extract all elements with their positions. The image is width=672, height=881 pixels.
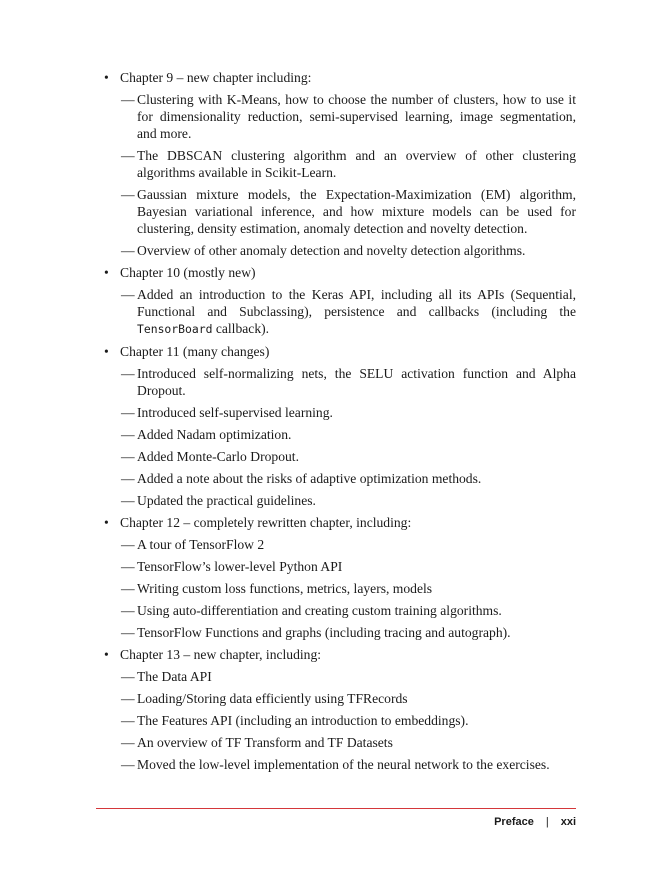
- chapter-11-item: [104, 343, 576, 360]
- em-dash-icon: —: [121, 287, 135, 302]
- list-item: — Moved the low-level implementation of the neural network to the exercises.: [121, 757, 550, 772]
- list-item: — Loading/Storing data efficiently using TFRecords: [121, 691, 408, 706]
- em-dash-icon: —: [121, 757, 135, 772]
- bullet-icon: •: [104, 515, 109, 530]
- list-item: — The Features API (including an introduction to embeddings).: [121, 713, 469, 728]
- em-dash-icon: —: [121, 669, 135, 684]
- list-item: — Introduced self-normalizing nets, the SELU activation function and Alpha Dropout.: [121, 366, 576, 398]
- list-item: — Overview of other anomaly detection and novelty detection algorithms.: [121, 243, 526, 258]
- em-dash-icon: —: [121, 691, 135, 706]
- list-item: — A tour of TensorFlow 2: [121, 537, 265, 552]
- footer-divider: [96, 808, 576, 809]
- em-dash-icon: —: [121, 559, 135, 574]
- list-item: — Writing custom loss functions, metrics, layers, models: [121, 581, 433, 596]
- em-dash-icon: —: [121, 187, 135, 202]
- em-dash-icon: —: [121, 603, 135, 618]
- em-dash-icon: —: [121, 537, 135, 552]
- bullet-icon: •: [104, 70, 109, 85]
- list-item: — Added Nadam optimization.: [121, 427, 292, 442]
- chapter-12-label: Chapter 12 – completely rewritten chapter, including:: [120, 515, 412, 530]
- em-dash-icon: —: [121, 148, 135, 163]
- em-dash-icon: —: [121, 625, 135, 640]
- list-item: — An overview of TF Transform and TF Datasets: [121, 735, 393, 750]
- chapter-12-item: [104, 514, 576, 531]
- em-dash-icon: —: [121, 493, 135, 508]
- chapter-9-label: Chapter 9 – new chapter including:: [120, 70, 312, 85]
- page-number: xxi: [560, 816, 576, 828]
- em-dash-icon: —: [121, 405, 135, 420]
- em-dash-icon: —: [121, 449, 135, 464]
- chapter-11-label: Chapter 11 (many changes): [120, 344, 270, 359]
- bullet-icon: •: [104, 647, 109, 662]
- bullet-icon: •: [104, 344, 109, 359]
- page-footer: [494, 816, 576, 828]
- list-item: — TensorFlow’s lower-level Python API: [121, 559, 343, 574]
- chapter-9-item: [104, 69, 576, 86]
- list-item: — Added a note about the risks of adaptive optimization methods.: [121, 471, 482, 486]
- chapter-10-item: [104, 264, 576, 281]
- bullet-icon: •: [104, 265, 109, 280]
- em-dash-icon: —: [121, 581, 135, 596]
- list-item: — The DBSCAN clustering algorithm and an overview of other clustering algorithms available in Scikit-Learn.: [121, 148, 576, 180]
- chapter-13-label: Chapter 13 – new chapter, including:: [120, 647, 322, 662]
- footer-separator: |: [545, 816, 549, 828]
- em-dash-icon: —: [121, 243, 135, 258]
- page-content: [104, 69, 576, 778]
- list-item: — Gaussian mixture models, the Expectation-Maximization (EM) algorithm, Bayesian variational inference, and how mixture models can be used for clustering, density estimation, anomaly detection and novelty detection.: [121, 187, 576, 236]
- list-item: — Added Monte-Carlo Dropout.: [121, 449, 299, 464]
- em-dash-icon: —: [121, 366, 135, 381]
- list-item: — TensorFlow Functions and graphs (including tracing and autograph).: [121, 625, 511, 640]
- em-dash-icon: —: [121, 713, 135, 728]
- list-item: — Clustering with K-Means, how to choose the number of clusters, how to use it for dimensionality reduction, semi-supervised learning, image segmentation, and more.: [121, 92, 576, 141]
- list-item: — Using auto-differentiation and creating custom training algorithms.: [121, 603, 502, 618]
- footer-section-title: Preface: [494, 816, 534, 828]
- em-dash-icon: —: [121, 471, 135, 486]
- list-item: — Added an introduction to the Keras API, including all its APIs (Sequential, Functional and Subclassing), persistence and callbacks (including the TensorBoard callback).: [121, 287, 576, 336]
- chapter-13-item: [104, 646, 576, 663]
- chapter-10-label: Chapter 10 (mostly new): [120, 265, 256, 280]
- list-item: — The Data API: [121, 669, 212, 684]
- inline-code: TensorBoard: [137, 322, 213, 336]
- em-dash-icon: —: [121, 92, 135, 107]
- em-dash-icon: —: [121, 735, 135, 750]
- list-item: — Introduced self-supervised learning.: [121, 405, 333, 420]
- em-dash-icon: —: [121, 427, 135, 442]
- list-item: — Updated the practical guidelines.: [121, 493, 316, 508]
